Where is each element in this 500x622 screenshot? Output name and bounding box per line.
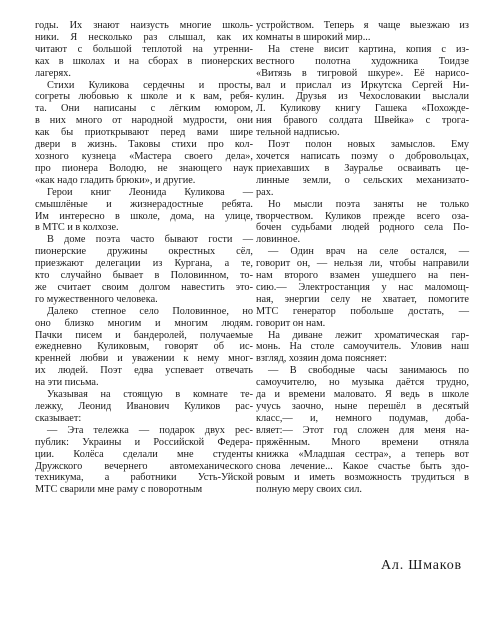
text-line: устройством. Теперь я чаще выезжаю из	[256, 20, 469, 31]
text-line: комнаты в широкий мир...	[256, 31, 371, 43]
text-line: Стихи Куликова сердечны и просты,	[47, 79, 253, 91]
author-signature: Ал. Шмаков	[381, 558, 462, 573]
text-line: класс,— и, немного подумав, доба-	[256, 412, 469, 424]
text-line: на эти письма.	[35, 377, 99, 389]
paragraph	[256, 246, 469, 329]
paragraph	[256, 20, 469, 44]
text-line: Поэт полон новых замыслов. Ему	[268, 139, 469, 151]
paragraph	[35, 389, 253, 425]
text-line: — В свободные часы занимаюсь по	[268, 365, 469, 377]
text-line: полную меру своих сил.	[256, 484, 362, 496]
text-line: «как надо гладить брюки», и другие.	[35, 174, 196, 186]
text-line: лагерях.	[35, 67, 71, 79]
text-line: учусь заочно, ныне перешёл в десятый	[256, 401, 469, 412]
text-line: в них много от народной мудрости, они	[35, 115, 253, 127]
paragraph	[35, 306, 253, 389]
right-column	[256, 20, 469, 496]
text-line: ровым и иметь возможность трудиться в	[256, 472, 469, 484]
text-line: ники. Я несколько раз слышал, как их	[35, 31, 253, 43]
text-line: сию.— Электростанция у нас маломощ-	[256, 281, 469, 293]
text-line: оно близко многим и многим людям.	[35, 317, 253, 329]
text-line: да и времени маловато. Я ведь в школе	[256, 389, 469, 401]
text-line: снова лечение... Какое счастье быть здо-	[256, 460, 469, 472]
paragraph	[35, 187, 253, 235]
paragraph	[256, 139, 469, 199]
text-line: ках в школах и на сборах в пионерских	[35, 55, 253, 67]
paragraph	[256, 44, 469, 139]
text-line: самоучителю, но музыка даётся трудно,	[256, 377, 469, 389]
paragraph	[35, 425, 253, 496]
text-line: взгляд, хозяин дома поясняет:	[256, 353, 387, 365]
paragraph	[35, 80, 253, 187]
text-line: вляет:— Этот год сложен для меня на-	[256, 424, 469, 436]
text-line: вестного полотна художника Тоидзе	[256, 55, 469, 67]
paragraph	[256, 199, 469, 247]
text-line: сказывает:	[35, 412, 82, 424]
text-line: кулин. Друзья из Чехословакии выслали	[256, 91, 469, 103]
text-line: го мужественного человека.	[35, 293, 158, 305]
text-line: ния бравого солдата Швейка» с трога-	[256, 115, 469, 127]
text-line: двери в жизнь. Таковы стихи про кол-	[35, 139, 253, 151]
paragraph	[35, 234, 253, 305]
text-line: Указывая на стоящую в комнате те-	[47, 389, 253, 401]
paragraph	[35, 20, 253, 80]
text-line: Пачки писем и бандеролей, получаемые	[35, 329, 253, 341]
text-line: На диване лежит хроматическая гар-	[268, 329, 469, 341]
text-line: хозного кузнеца «Мастера своего дела»,	[35, 150, 253, 162]
text-line: ловинное.	[256, 234, 301, 246]
text-line: хочется написать поэму о добровольцах,	[256, 150, 469, 162]
text-line: Л. Куликову книгу Гашека «Похожде-	[256, 103, 469, 115]
text-line: вал и прислал из Иркутска Сергей Ни-	[256, 79, 469, 91]
text-line: говорит он нам.	[256, 317, 326, 329]
text-line: МТС сварили мне раму с поворотным	[35, 484, 203, 496]
text-line: книжка «Младшая сестра», а теперь вот	[256, 448, 469, 460]
text-line: приезжают делегации из Кургана, а те,	[35, 258, 253, 270]
text-line: смышлёные и жизнерадостные ребята.	[35, 198, 253, 210]
text-line: про пионера Володю, не знающего наук	[35, 162, 253, 174]
text-line: ции. Колёса сделали мне студенты	[35, 448, 253, 460]
text-line: творчеством. Куликов прежде всего оза-	[256, 210, 469, 222]
text-line: годы. Их знают наизусть многие школь-	[35, 20, 253, 31]
text-line: читают с большой теплотой на утренни-	[35, 43, 253, 55]
text-line: — Эта тележка — подарок двух рес-	[47, 424, 253, 436]
text-line: как бы приоткрывают перед вами шире	[35, 127, 253, 139]
text-line: МТС генератор побольше достать, —	[256, 305, 469, 317]
text-line: техникума, а работники Усть-Уйской	[35, 472, 253, 484]
text-line: нам второго взамен ушедшего на пен-	[256, 270, 469, 282]
text-line: согреты любовью к школе и к вам, ребя-	[35, 91, 253, 103]
text-line: ная, энергии селу не хватает, помогите	[256, 293, 469, 305]
text-line: На стене висит картина, копия с из-	[268, 43, 469, 55]
text-line: их людей. Поэт едва успевает отвечать	[35, 365, 253, 377]
text-line: говорит он, — нельзя ли, чтобы направили	[256, 258, 469, 270]
text-line: Дружского вечернего автомеханического	[35, 460, 253, 472]
text-line: тельной надписью.	[256, 127, 340, 139]
text-line: же считает своим долгом навестить это-	[35, 281, 253, 293]
paragraph	[256, 330, 469, 366]
text-line: лежку, Леонид Иванович Куликов рас-	[35, 401, 253, 412]
text-line: В доме поэта часто бывают гости —	[47, 234, 253, 246]
text-line: публик: Украины и Российской Федера-	[35, 436, 253, 448]
text-line: монь. На столе самоучитель. Уловив наш	[256, 341, 469, 353]
text-line: бочен судьбами людей родного села По-	[256, 222, 469, 234]
paragraph	[256, 365, 469, 496]
text-line: приехавших в Зауралье осваивать це-	[256, 162, 469, 174]
text-line: в МТС и в колхозе.	[35, 222, 119, 234]
text-line: — Один врач на селе остался, —	[268, 246, 469, 258]
text-line: та. Они написаны с лёгким юмором,	[35, 103, 253, 115]
text-line: линные земли, о сельских механизато-	[256, 174, 469, 186]
text-line: кренней любви и уважении к нему мног-	[35, 353, 253, 365]
text-line: Далеко степное село Половинное, но	[47, 305, 253, 317]
text-line: ежедневно Куликовым, говорят об ис-	[35, 341, 253, 353]
text-line: пионерские дружины окрестных сёл,	[35, 246, 253, 258]
text-line: кто случайно бывает в Половинном, то-	[35, 270, 253, 282]
text-line: рах.	[256, 186, 274, 198]
left-column	[35, 20, 253, 496]
text-line: Герои книг Леонида Куликова —	[47, 186, 253, 198]
text-line: Но мысли поэта заняты не только	[268, 198, 469, 210]
text-line: «Витязь в тигровой шкуре». Её нарисо-	[256, 67, 469, 79]
text-line: Им интересно в школе, дома, на улице,	[35, 210, 253, 222]
text-line: пряжённым. Много времени отняла	[256, 436, 469, 448]
